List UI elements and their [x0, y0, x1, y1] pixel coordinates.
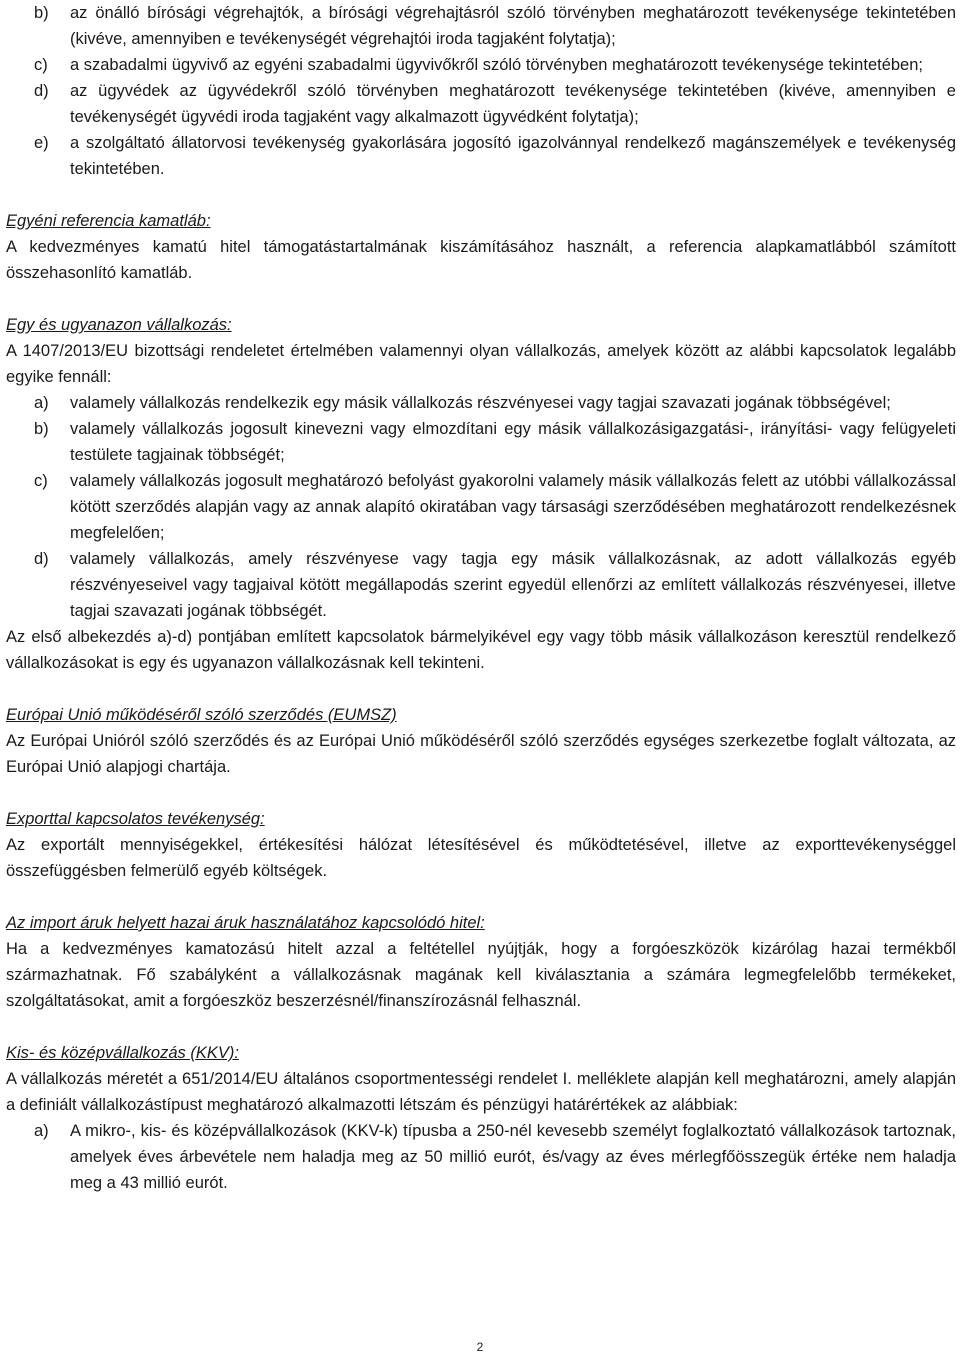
section-heading: Kis- és középvállalkozás (KKV): — [6, 1044, 239, 1062]
section-heading: Európai Unió működéséről szóló szerződés (EUMSZ) — [6, 706, 397, 724]
list-item — [6, 416, 956, 468]
list-item — [6, 1118, 956, 1196]
list-item — [6, 78, 956, 130]
section-egyeni-referencia — [6, 208, 956, 286]
list-item-text: az önálló bírósági végrehajtók, a bírósági végrehajtásról szóló törvényben meghatározott tevékenysége tekintetében (kivéve, amennyiben e tevékenységét végrehajtói iroda tagjaként folytatja); — [70, 4, 956, 48]
list-item — [6, 52, 956, 78]
list-item — [6, 130, 956, 182]
list-item-label: b) — [34, 420, 49, 438]
page-number: 2 — [476, 1340, 484, 1354]
section-text: Ha a kedvezményes kamatozású hitelt azzal a feltétellel nyújtják, hogy a forgóeszközök kizárólag hazai termékből származhatnak. Fő szabályként a vállalkozásnak magának kell kiválasztania a számára legmegfelelőbb termékeket, szolgáltatásokat, amit a forgóeszköz beszerzésnél/finanszírozásnál felhasznál. — [6, 940, 956, 1010]
section-eumsz — [6, 702, 956, 780]
list-item-text: valamely vállalkozás jogosult kinevezni vagy elmozdítani egy másik vállalkozásigazgatási-, irányítási- vagy felügyeleti testülete tagjainak többségét; — [70, 420, 956, 464]
section-closing: Az első albekezdés a)-d) pontjában említett kapcsolatok bármelyikével egy vagy több másik vállalkozáson keresztül rendelkező vállalkozásokat is egy és ugyanazon vállalkozásnak kell tekinteni. — [6, 628, 956, 672]
list-item — [6, 0, 956, 52]
section-heading: Egyéni referencia kamatláb: — [6, 212, 211, 230]
section-text: Az Európai Unióról szóló szerződés és az Európai Unió működéséről szóló szerződés egységes szerkezetbe foglalt változata, az Európai Unió alapjogi chartája. — [6, 732, 956, 776]
intro-list — [6, 0, 956, 182]
list-item-label: d) — [34, 82, 49, 100]
section-heading: Egy és ugyanazon vállalkozás: — [6, 316, 232, 334]
section-heading: Az import áruk helyett hazai áruk használatához kapcsolódó hitel: — [6, 914, 485, 932]
list-item — [6, 468, 956, 546]
section-egy-es-ugyanazon — [6, 312, 956, 676]
list-item — [6, 390, 956, 416]
section-text: Az exportált mennyiségekkel, értékesítési hálózat létesítésével és működtetésével, illetve az exporttevékenységgel összefüggésben felmerülő egyéb költségek. — [6, 836, 956, 880]
section-intro: A vállalkozás méretét a 651/2014/EU általános csoportmentességi rendelet I. melléklete alapján kell meghatározni, amely alapján a definiált vállalkozástípust meghatározó alkalmazotti létszám és pénzügyi határértékek az alábbiak: — [6, 1070, 956, 1114]
section-import — [6, 910, 956, 1014]
list-item-text: a szabadalmi ügyvivő az egyéni szabadalmi ügyvivőkről szóló törvényben meghatározott tevékenysége tekintetében; — [70, 56, 923, 74]
document-page — [6, 0, 956, 1196]
list-item-text: A mikro-, kis- és középvállalkozások (KKV-k) típusba a 250-nél kevesebb személyt foglalkoztató vállalkozások tartoznak, amelyek éves árbevétele nem haladja meg az 50 millió eurót, és/vagy az éves mérlegfőösszegük értéke nem haladja meg a 43 millió eurót. — [70, 1122, 956, 1192]
list-item-label: a) — [34, 394, 49, 412]
list-item-text: valamely vállalkozás rendelkezik egy másik vállalkozás részvényesei vagy tagjai szavazati jogának többségével; — [70, 394, 891, 412]
list-item-label: b) — [34, 4, 49, 22]
list-item-label: a) — [34, 1122, 49, 1140]
list-item-text: valamely vállalkozás jogosult meghatározó befolyást gyakorolni valamely másik vállalkozás felett az utóbbi vállalkozással kötött szerződés alapján vagy az annak alapító okiratában vagy társasági szerződésében meghatározott rendelkezésnek megfelelően; — [70, 472, 956, 542]
list-item-text: az ügyvédek az ügyvédekről szóló törvényben meghatározott tevékenysége tekintetében (kivéve, amennyiben e tevékenységét ügyvédi iroda tagjaként vagy alkalmazott ügyvédként folytatja); — [70, 82, 956, 126]
list-item-label: d) — [34, 550, 49, 568]
list-item-label: c) — [34, 56, 48, 74]
section-intro: A 1407/2013/EU bizottsági rendeletet értelmében valamennyi olyan vállalkozás, amelyek között az alábbi kapcsolatok legalább egyike fennáll: — [6, 342, 956, 386]
list-item — [6, 546, 956, 624]
section-heading: Exporttal kapcsolatos tevékenység: — [6, 810, 265, 828]
section-kkv — [6, 1040, 956, 1196]
list-item-label: e) — [34, 134, 49, 152]
section-text: A kedvezményes kamatú hitel támogatástartalmának kiszámításához használt, a referencia alapkamatlábból számított összehasonlító kamatláb. — [6, 238, 956, 282]
section-export — [6, 806, 956, 884]
list-item-text: a szolgáltató állatorvosi tevékenység gyakorlására jogosító igazolvánnyal rendelkező magánszemélyek e tevékenység tekintetében. — [70, 134, 956, 178]
list-item-text: valamely vállalkozás, amely részvényese vagy tagja egy másik vállalkozásnak, az adott vállalkozás egyéb részvényeseivel vagy tagjaival kötött megállapodás szerint egyedül ellenőrzi az említett vállalkozás részvényesei, illetve tagjai szavazati jogának többségét. — [70, 550, 956, 620]
list-item-label: c) — [34, 472, 48, 490]
